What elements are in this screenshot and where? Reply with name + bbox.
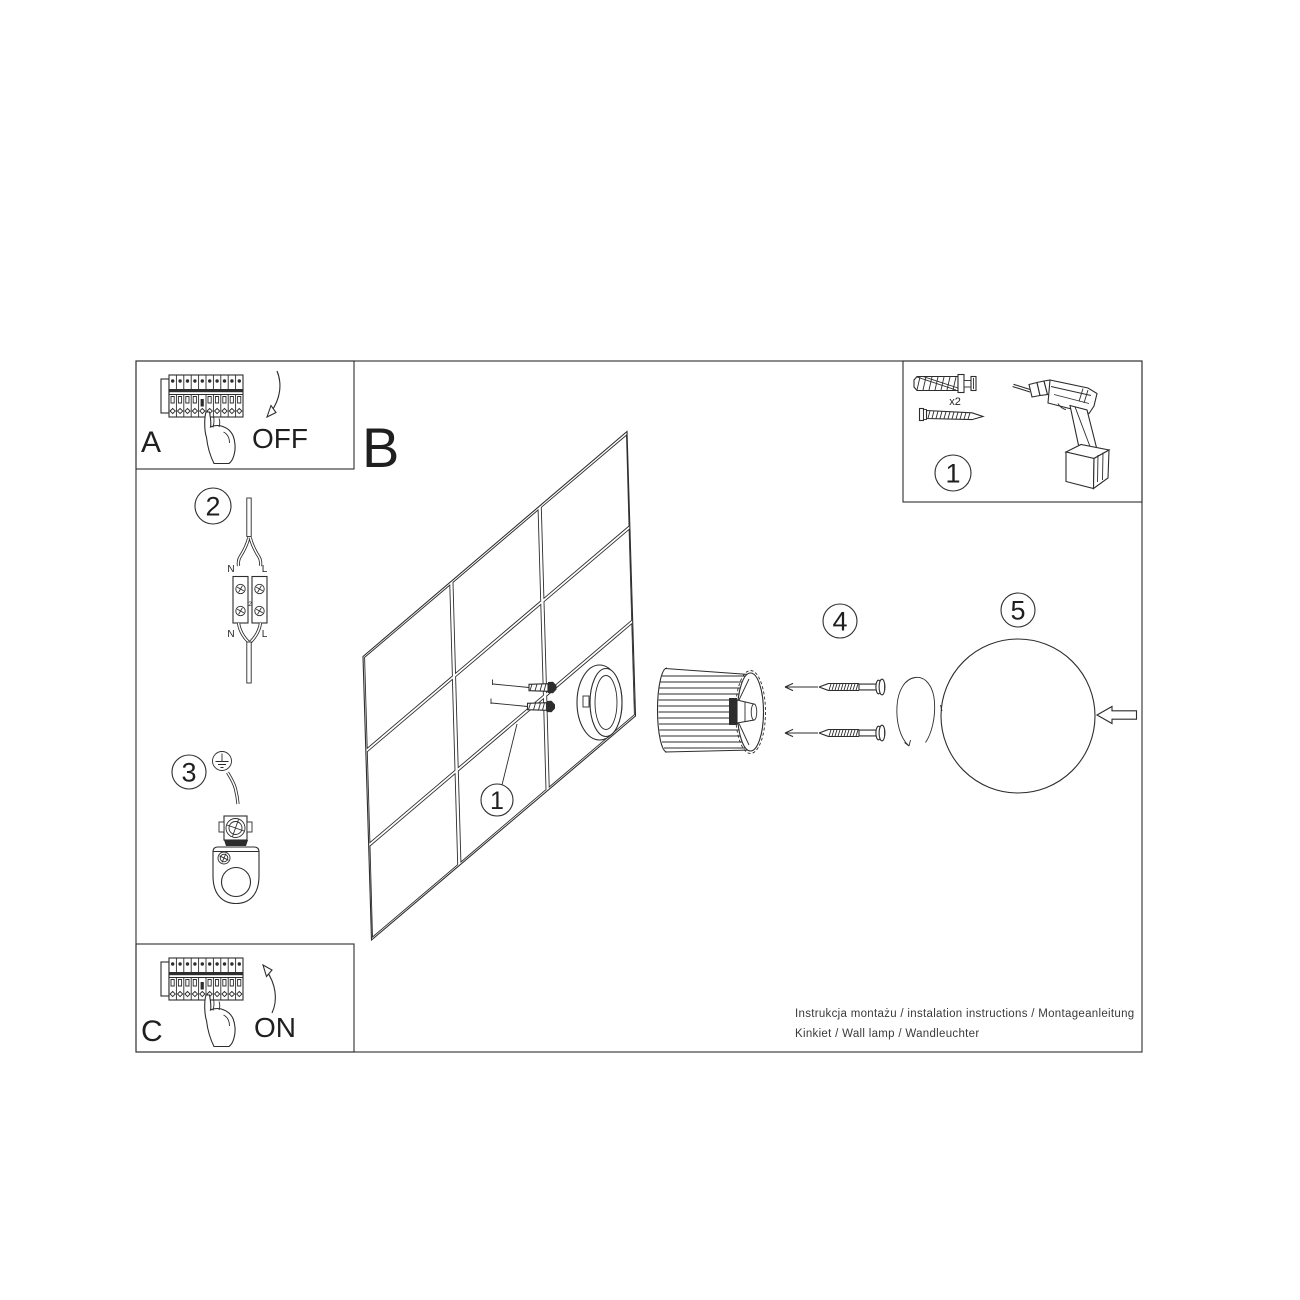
- pointing-hand-icon: [205, 412, 235, 464]
- hook-barb: [905, 740, 911, 746]
- box-c-label: C: [141, 1015, 163, 1048]
- step4-screws: [785, 604, 885, 741]
- ground-wire: [228, 773, 239, 805]
- footer: [795, 1008, 1134, 1040]
- lamp-cable-bottom: [247, 642, 251, 683]
- socket-collar: [729, 698, 737, 725]
- socket-end: [751, 704, 757, 720]
- direction-arrow-icon: [785, 683, 818, 690]
- anchor-qty-label: x2: [949, 396, 961, 408]
- step2-wiring: [195, 488, 268, 683]
- step5-glass-globe: [897, 593, 1137, 793]
- insert-arrow-icon: [1097, 707, 1137, 724]
- step2-number: 2: [205, 491, 221, 522]
- fixing-screw-icon: [819, 725, 885, 741]
- box-a-action-label: OFF: [252, 423, 308, 454]
- wire-merge-bottom: [239, 623, 261, 642]
- step-a-power-off: [141, 371, 308, 464]
- box-c-action-label: ON: [254, 1012, 296, 1043]
- section-b-label: B: [362, 416, 400, 479]
- mounting-screw-icon: [920, 409, 984, 421]
- terminal-block: [233, 577, 267, 624]
- frame-border: [136, 361, 1142, 1052]
- breaker-panel-icon: [161, 958, 243, 1000]
- label-n-out: N: [227, 629, 235, 640]
- parts-box-contents: [914, 375, 1109, 492]
- box-a-label: A: [141, 426, 162, 459]
- curved-arrow-down-icon: [271, 371, 280, 412]
- step-c-power-on: [141, 958, 296, 1048]
- step1-number: 1: [490, 787, 504, 815]
- curved-arrow-up-icon: [266, 970, 275, 1013]
- earth-symbol-icon: [213, 752, 232, 771]
- breaker-panel-icon: [161, 375, 243, 417]
- direction-arrow-icon: [785, 729, 818, 736]
- wall-anchor-icon: [914, 375, 976, 393]
- curved-arrow-up-head: [263, 965, 272, 977]
- glass-globe: [941, 639, 1095, 793]
- step5-number: 5: [1010, 595, 1026, 626]
- supply-cable-top: [247, 498, 251, 537]
- step3-earth: [172, 752, 259, 904]
- label-l-out: L: [261, 629, 268, 640]
- step4-number: 4: [832, 606, 848, 637]
- label-n-in: N: [227, 564, 235, 575]
- footer-line1: Instrukcja montażu / instalation instructions / Montageanleitung: [795, 1008, 1135, 1020]
- label-l-in: L: [261, 564, 268, 575]
- outer-frame: [136, 361, 1142, 1052]
- wire-split-top: [238, 538, 260, 567]
- terminal-block-mark: 2: [248, 601, 252, 608]
- lamp-body: [658, 668, 766, 754]
- step3-number: 3: [181, 757, 197, 788]
- pointing-hand-icon: [205, 995, 235, 1047]
- mounting-bracket: [213, 847, 259, 904]
- parts-step-number: 1: [945, 458, 961, 489]
- earth-terminal: [219, 816, 252, 846]
- canopy-plate: [577, 665, 622, 740]
- fixing-screw-icon: [819, 679, 885, 695]
- drill-icon: [1013, 380, 1110, 489]
- hook-profile: [897, 677, 935, 746]
- footer-line2: Kinkiet / Wall lamp / Wandleuchter: [795, 1028, 980, 1040]
